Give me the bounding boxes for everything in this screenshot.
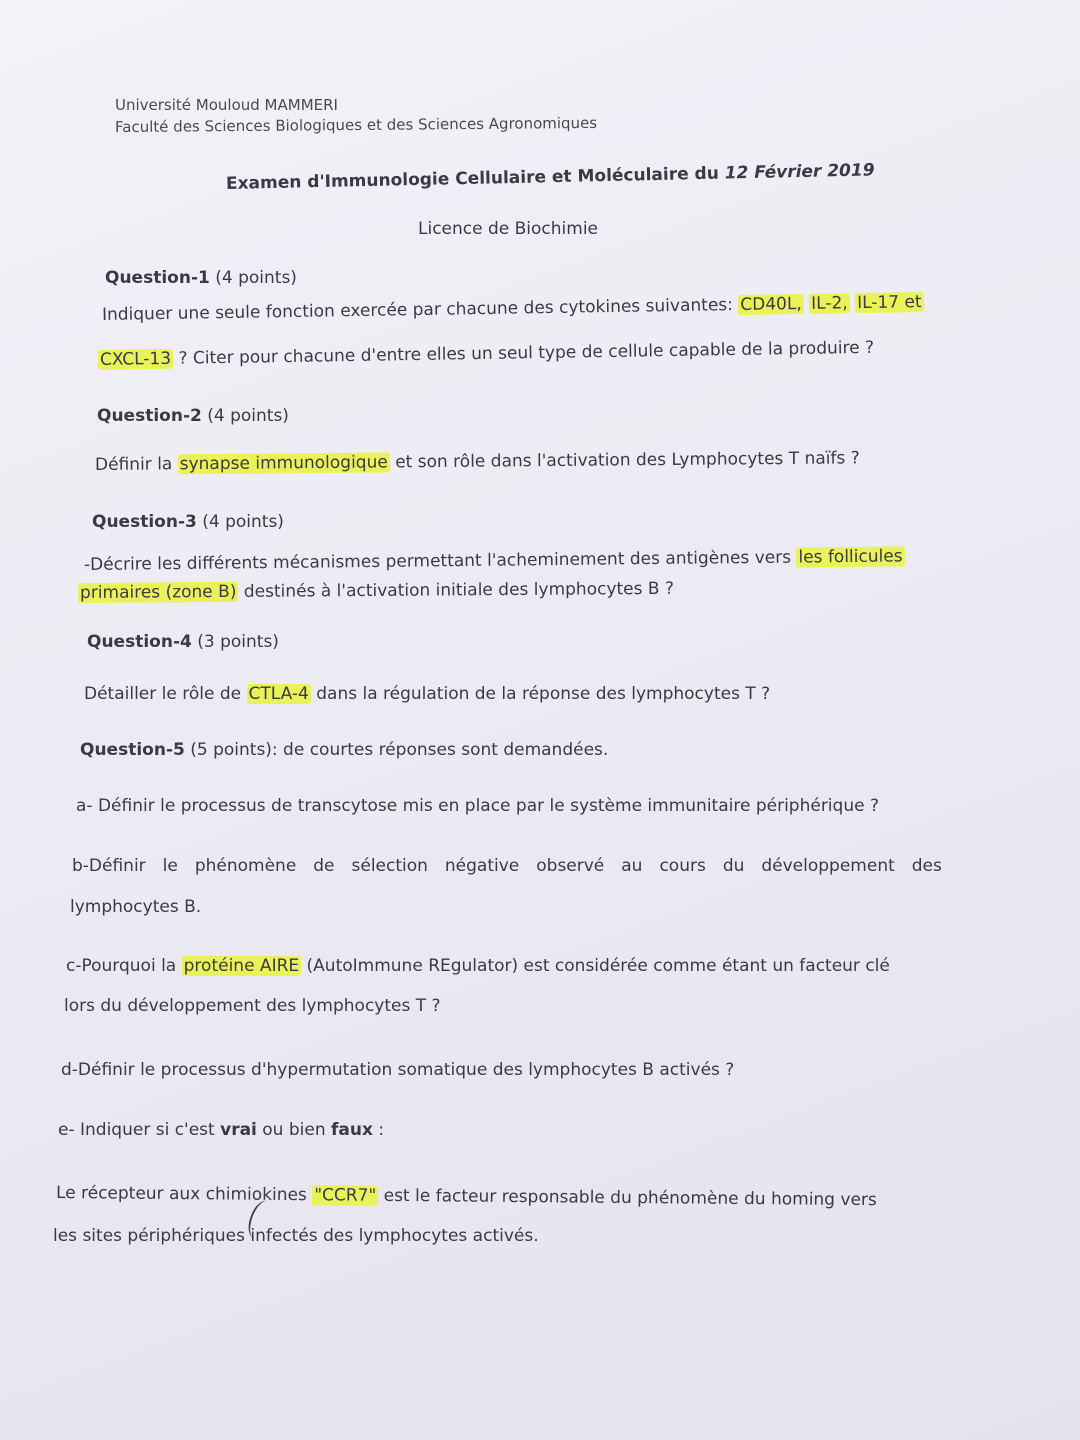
word: au: [621, 856, 643, 876]
word: cours: [659, 856, 706, 876]
question-1-heading: [105, 268, 297, 288]
question-2-post: et son rôle dans l'activation des Lymphocytes T naïfs ?: [389, 448, 860, 473]
question-4-heading: [87, 632, 279, 652]
question-5b-line-1: [72, 856, 942, 876]
question-3-label: Question-3: [92, 512, 197, 532]
word: négative: [444, 856, 520, 876]
question-1-points: (4 points): [209, 268, 297, 288]
university-name: Université Mouloud MAMMERI: [115, 96, 338, 114]
statement-pre: Le récepteur aux chimiokines: [55, 1183, 313, 1206]
question-5e-post: :: [372, 1120, 385, 1140]
exam-title-text: Examen d'Immunologie Cellulaire et Moléculaire du: [225, 163, 725, 194]
faculty-name: Faculté des Sciences Biologiques et des Sciences Agronomiques: [114, 113, 598, 137]
highlight-cxcl13: CXCL-13: [99, 348, 172, 370]
word-vrai: vrai: [220, 1120, 257, 1140]
exam-title: [226, 160, 875, 194]
question-5d: d-Définir le processus d'hypermutation somatique des lymphocytes B activés ?: [61, 1060, 735, 1080]
highlight-il17: IL-17 et: [856, 292, 922, 314]
question-5e-pre: e- Indiquer si c'est: [58, 1120, 221, 1140]
word-faux: faux: [331, 1120, 373, 1140]
question-2-text: [95, 448, 860, 475]
question-1-label: Question-1: [105, 268, 210, 288]
statement-post: est le facteur responsable du phénomène du homing vers: [378, 1185, 877, 1211]
word: observé: [536, 856, 605, 876]
highlight-cd40l: CD40L,: [740, 294, 802, 315]
word: des: [911, 856, 942, 876]
word: phénomène: [194, 856, 297, 876]
highlight-il2: IL-2,: [811, 293, 848, 314]
question-3-heading: [92, 512, 284, 532]
word: sélection: [351, 856, 428, 876]
question-5-heading: [80, 740, 608, 760]
question-4-post: dans la régulation de la réponse des lymphocytes T ?: [310, 684, 771, 704]
highlight-primaires: primaires (zone B): [79, 581, 237, 603]
statement-line-1: [56, 1183, 877, 1210]
question-3-line-1: [84, 546, 905, 575]
question-5e: [58, 1120, 384, 1140]
question-3-line-2: [78, 579, 674, 603]
question-3-text: -Décrire les différents mécanismes permettant l'acheminement des antigènes vers: [83, 547, 797, 575]
word: le: [162, 856, 178, 876]
highlight-ccr7: "CCR7": [314, 1185, 377, 1206]
question-5c-line-2: lors du développement des lymphocytes T ?: [64, 996, 441, 1016]
question-4-label: Question-4: [87, 632, 192, 652]
question-5e-mid: ou bien: [256, 1120, 332, 1140]
exam-date: 12 Février 2019: [724, 160, 875, 184]
question-2-pre: Définir la: [94, 454, 178, 475]
question-5a: a- Définir le processus de transcytose mis en place par le système immunitaire périphérique ?: [76, 796, 879, 816]
question-5c-post: (AutoImmune REgulator) est considérée comme étant un facteur clé: [301, 956, 890, 976]
question-1-line-1: [102, 292, 924, 325]
word: du: [722, 856, 745, 876]
program-name: Licence de Biochimie: [418, 219, 599, 239]
question-5c-line-1: [66, 956, 890, 976]
highlight-aire: protéine AIRE: [183, 956, 300, 976]
question-1-text: Indiquer une seule fonction exercée par chacune des cytokines suivantes:: [101, 295, 739, 325]
question-4-points: (3 points): [191, 632, 279, 652]
question-2-heading: [97, 406, 289, 426]
question-1-line-2: [98, 338, 874, 370]
question-1-text-2: ? Citer pour chacune d'entre elles un seul type de cellule capable de la produire ?: [172, 337, 875, 369]
question-3-points: (4 points): [196, 512, 284, 532]
question-4-text: [84, 684, 770, 704]
question-5-label: Question-5: [80, 740, 185, 760]
question-2-points: (4 points): [201, 406, 289, 426]
word: de: [313, 856, 335, 876]
question-4-pre: Détailler le rôle de: [84, 684, 247, 704]
question-5c-pre: c-Pourquoi la: [66, 956, 182, 976]
word: b-Définir: [72, 856, 146, 876]
statement-line-2: les sites périphériques infectés des lymphocytes activés.: [53, 1226, 539, 1246]
highlight-synapse: synapse immunologique: [179, 452, 388, 475]
question-2-label: Question-2: [97, 406, 202, 426]
question-5-points: (5 points): de courtes réponses sont demandées.: [184, 740, 609, 760]
highlight-follicules: les follicules: [798, 546, 903, 568]
highlight-ctla4: CTLA-4: [248, 684, 309, 704]
word: développement: [761, 856, 895, 876]
question-3-text-2: destinés à l'activation initiale des lymphocytes B ?: [238, 578, 675, 602]
question-5b-line-2: lymphocytes B.: [70, 897, 202, 917]
